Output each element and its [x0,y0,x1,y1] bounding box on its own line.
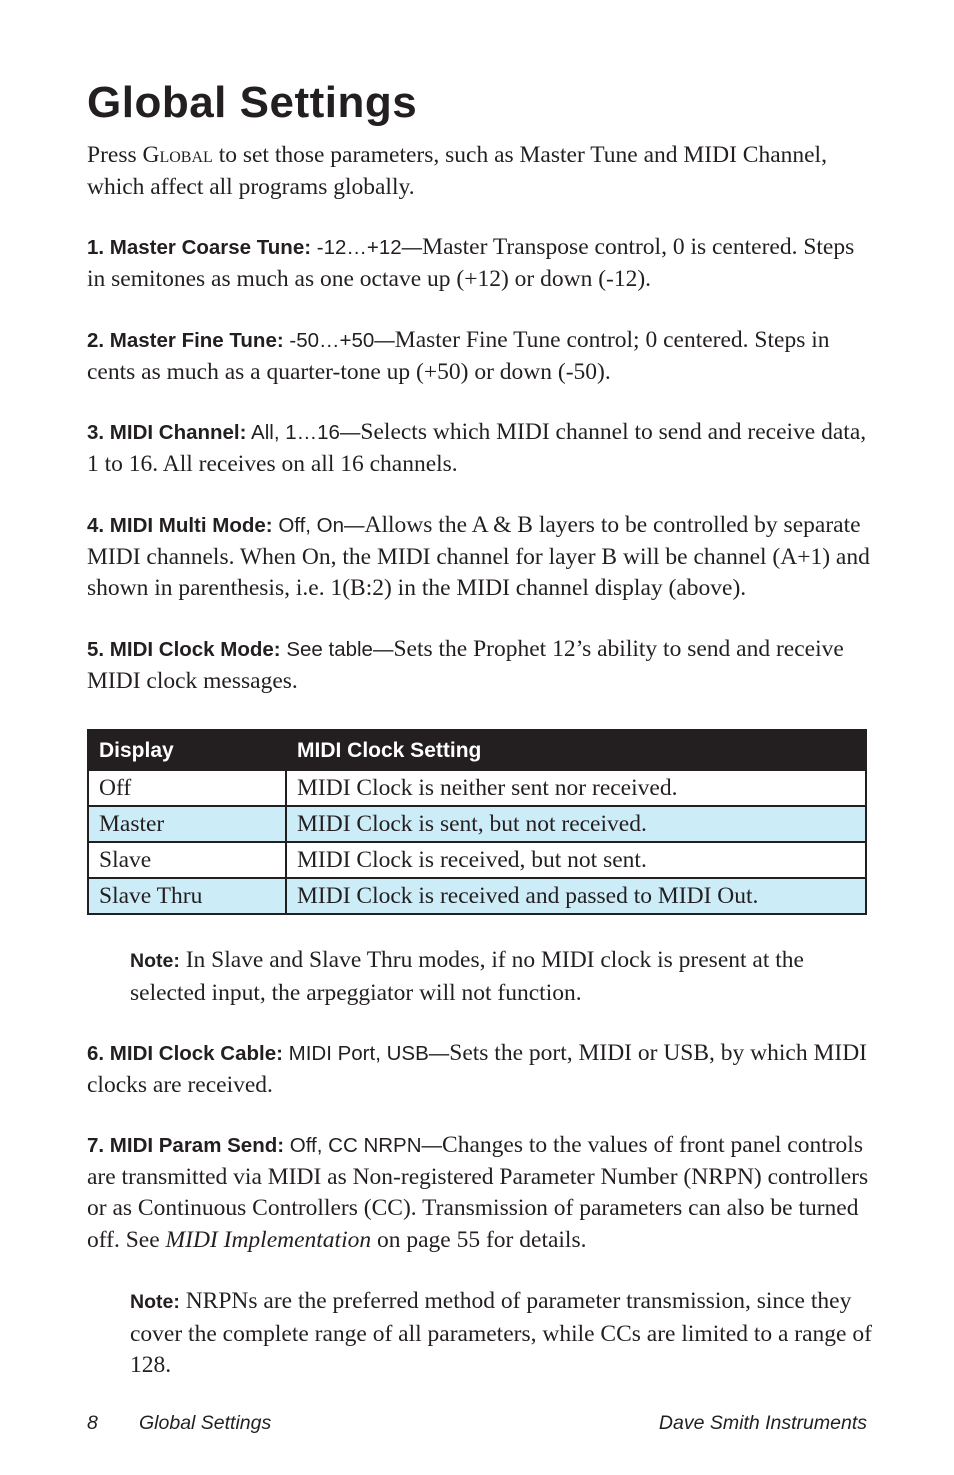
param-values: Off, On— [272,514,365,537]
param-midi-clock-cable [87,1038,872,1101]
table-row [88,878,866,914]
table-cell-display: Master [88,806,286,842]
param-term: 3. MIDI Channel: [87,421,247,444]
param-values: MIDI Port, USB— [282,1042,450,1065]
param-term: 4. MIDI Multi Mode: [87,514,273,537]
param-description: Allows the A & B layers to be controlled by separate MIDI channels. When On, the MIDI channel for layer B will be channel (A+1) and shown in parenthesis, i.e. 1(B:2) in the MIDI channel display (above). [87,512,870,601]
table-row [88,842,866,878]
param-values: All, 1…16— [246,421,361,444]
param-description: Sets the port, MIDI or USB, by which MIDI clocks are received. [87,1040,867,1098]
note-slave-modes [130,945,875,1009]
param-midi-param-send [87,1130,872,1256]
param-master-coarse-tune [87,232,872,295]
footer-company-name: Dave Smith Instruments [658,1412,867,1434]
table-cell-display: Off [88,770,286,806]
page-number: 8 [87,1412,98,1434]
note-label: Note: [130,950,180,972]
table-header-row [88,730,866,770]
table-cell-display: Slave Thru [88,878,286,914]
param-description: Selects which MIDI channel to send and receive data, 1 to 16. All receives on all 16 channels. [87,419,867,477]
param-description-end: on page 55 for details. [371,1226,587,1253]
intro-text-rest: to set those parameters, such as Master Tune and MIDI Channel, which affect all programs globally. [87,142,827,200]
column-header-midi-clock-setting: MIDI Clock Setting [286,730,866,770]
table-cell-setting: MIDI Clock is received, but not sent. [286,842,866,878]
param-description: Changes to the values of front panel controls are transmitted via MIDI as Non-registered Parameter Number (NRPN) controllers or as Continuous Controllers (CC). Transmission of parameters can also be turned off. See [87,1132,869,1253]
param-midi-clock-mode [87,634,872,697]
param-midi-channel [87,417,872,480]
param-term: 6. MIDI Clock Cable: [87,1042,283,1065]
note-text: NRPNs are the preferred method of parameter transmission, since they cover the complete range of all parameters, while CCs are limited to a range of 128. [130,1288,872,1378]
table-cell-setting: MIDI Clock is received and passed to MIDI Out. [286,878,866,914]
column-header-display: Display [88,730,286,770]
param-master-fine-tune [87,325,872,388]
note-label: Note: [130,1291,180,1313]
note-text: In Slave and Slave Thru modes, if no MIDI clock is present at the selected input, the arpeggiator will not function. [130,947,804,1006]
param-values: Off, CC NRPN— [284,1134,443,1157]
param-values: -12…+12— [311,236,423,259]
param-term: 1. Master Coarse Tune: [87,236,312,259]
table-cell-setting: MIDI Clock is sent, but not received. [286,806,866,842]
note-nrpn [130,1286,875,1382]
table-row [88,770,866,806]
table-row [88,806,866,842]
global-key-name: Global [142,142,213,168]
param-term: 7. MIDI Param Send: [87,1134,285,1157]
param-description: Master Transpose control, 0 is centered. Steps in semitones as much as one octave up (+12) or down (-12). [87,234,855,292]
param-term: 5. MIDI Clock Mode: [87,638,281,661]
footer-section-name: Global Settings [139,1412,272,1434]
param-description: Master Fine Tune control; 0 centered. Steps in cents as much as a quarter-tone up (+50) or down (-50). [87,327,830,385]
table-cell-setting: MIDI Clock is neither sent nor received. [286,770,866,806]
midi-implementation-reference: MIDI Implementation [165,1226,372,1253]
intro-text: Press [87,142,143,168]
param-term: 2. Master Fine Tune: [87,329,284,352]
table-cell-display: Slave [88,842,286,878]
intro-paragraph [87,140,872,203]
param-midi-multi-mode [87,510,872,605]
midi-clock-table [87,729,867,915]
param-values: -50…+50— [283,329,395,352]
param-description: Sets the Prophet 12’s ability to send and receive MIDI clock messages. [87,636,844,694]
param-values: See table— [280,638,394,661]
page-title: Global Settings [87,78,418,127]
